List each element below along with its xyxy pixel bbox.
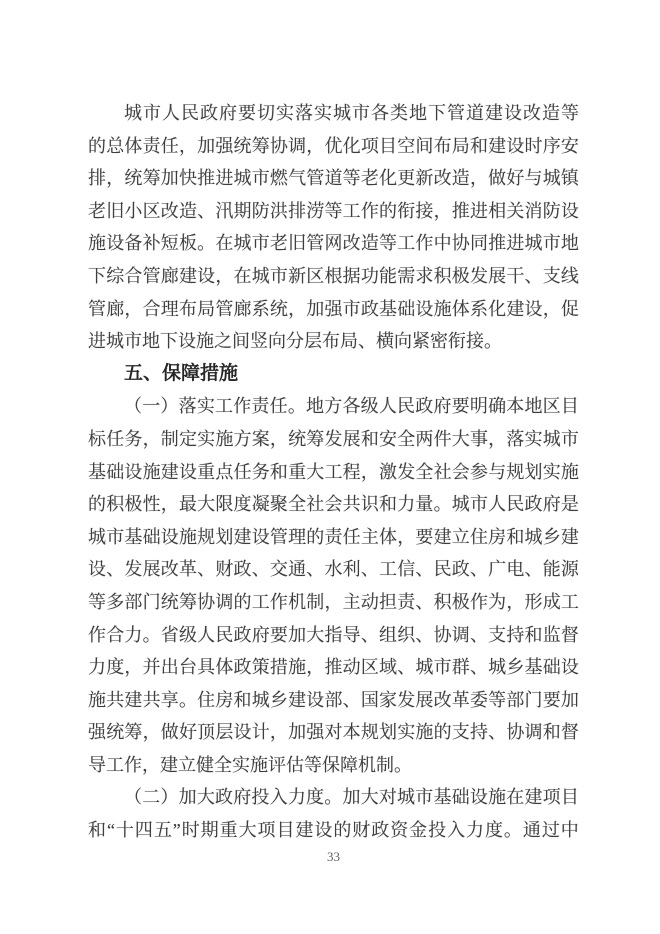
text-line: （ 二 ） 加 大 政 府 投 入 力 度 。 加 大 对 城 市 基 础 设 施 在 建 项 目 — [124, 787, 579, 808]
text-line: 和 “ 十 四 五 ” 时 期 重 大 项 目 建 设 的 财 政 资 金 投 入 力 度 。 通 过 中 — [88, 820, 579, 841]
text-line: 下 综 合 管 廊 建 设 ， 在 城 市 新 区 根 据 功 能 需 求 积 极 发 展 干 、 支 线 — [88, 265, 579, 286]
text-line: 城 市 人 民 政 府 要 切 实 落 实 城 市 各 类 地 下 管 道 建 设 改 造 等 — [124, 103, 579, 123]
text-line: 基 础 设 施 建 设 重 点 任 务 和 重 大 工 程 ， 激 发 全 社 会 参 与 规 划 实 施 — [88, 461, 579, 482]
text-line: 老 旧 小 区 改 造 、 汛 期 防 洪 排 涝 等 工 作 的 衔 接 ， 推 进 相 关 消 防 设 — [88, 200, 579, 221]
text-line: 设 、 发 展 改 革 、 财 政 、 交 通 、 水 利 、 工 信 、 民 政 、 广 电 、 能 源 — [88, 559, 579, 580]
text-line: 等 多 部 门 统 筹 协 调 的 工 作 机 制 ， 主 动 担 责 、 积 极 作 为 ， 形 成 工 — [88, 591, 579, 612]
text-line: （ 一 ） 落 实 工 作 责 任 。 地 方 各 级 人 民 政 府 要 明 确 本 地 区 目 — [124, 396, 579, 417]
text-line: 强 统 筹 ， 做 好 顶 层 设 计 ， 加 强 对 本 规 划 实 施 的 支 持 、 协 调 和 督 — [88, 722, 579, 743]
page-number: 33 — [327, 849, 340, 864]
text-line: 施 设 备 补 短 板 。 在 城 市 老 旧 管 网 改 造 等 工 作 中 协 同 推 进 城 市 地 — [88, 233, 579, 254]
text-line: 的 总 体 责 任 ， 加 强 统 筹 协 调 ， 优 化 项 目 空 间 布 局 和 建 设 时 序 安 — [88, 135, 579, 156]
text-line: 排 ， 统 筹 加 快 推 进 城 市 燃 气 管 道 等 老 化 更 新 改 造 ， 做 好 与 城 镇 — [88, 168, 579, 189]
text-line: 施 共 建 共 享 。 住 房 和 城 乡 建 设 部 、 国 家 发 展 改 革 委 等 部 门 要 加 — [88, 689, 579, 710]
text-line: 城 市 基 础 设 施 规 划 建 设 管 理 的 责 任 主 体 ， 要 建 立 住 房 和 城 乡 建 — [88, 526, 579, 547]
text-line: 进城市地下设施之间竖向分层布局、横向紧密衔接。 — [88, 331, 502, 352]
text-line: 标 任 务 ， 制 定 实 施 方 案 ， 统 筹 发 展 和 安 全 两 件 大 事 ， 落 实 城 市 — [88, 428, 579, 449]
section-heading: 五、保障措施 — [124, 362, 239, 384]
text-line: 的 积 极 性 ， 最 大 限 度 凝 聚 全 社 会 共 识 和 力 量 。 城 市 人 民 政 府 是 — [88, 494, 579, 515]
text-line: 导工作，建立健全实施评估等保障机制。 — [88, 754, 412, 775]
text-line: 作 合 力 。 省 级 人 民 政 府 要 加 大 指 导 、 组 织 、 协 调 、 支 持 和 监 督 — [88, 624, 579, 645]
text-line: 管 廊 ， 合 理 布 局 管 廊 系 统 ， 加 强 市 政 基 础 设 施 体 系 化 建 设 ， 促 — [88, 298, 579, 319]
page-text-block — [88, 97, 579, 847]
text-line: 力 度 ， 并 出 台 具 体 政 策 措 施 ， 推 动 区 域 、 城 市 群 、 城 乡 基 础 设 — [88, 657, 579, 678]
